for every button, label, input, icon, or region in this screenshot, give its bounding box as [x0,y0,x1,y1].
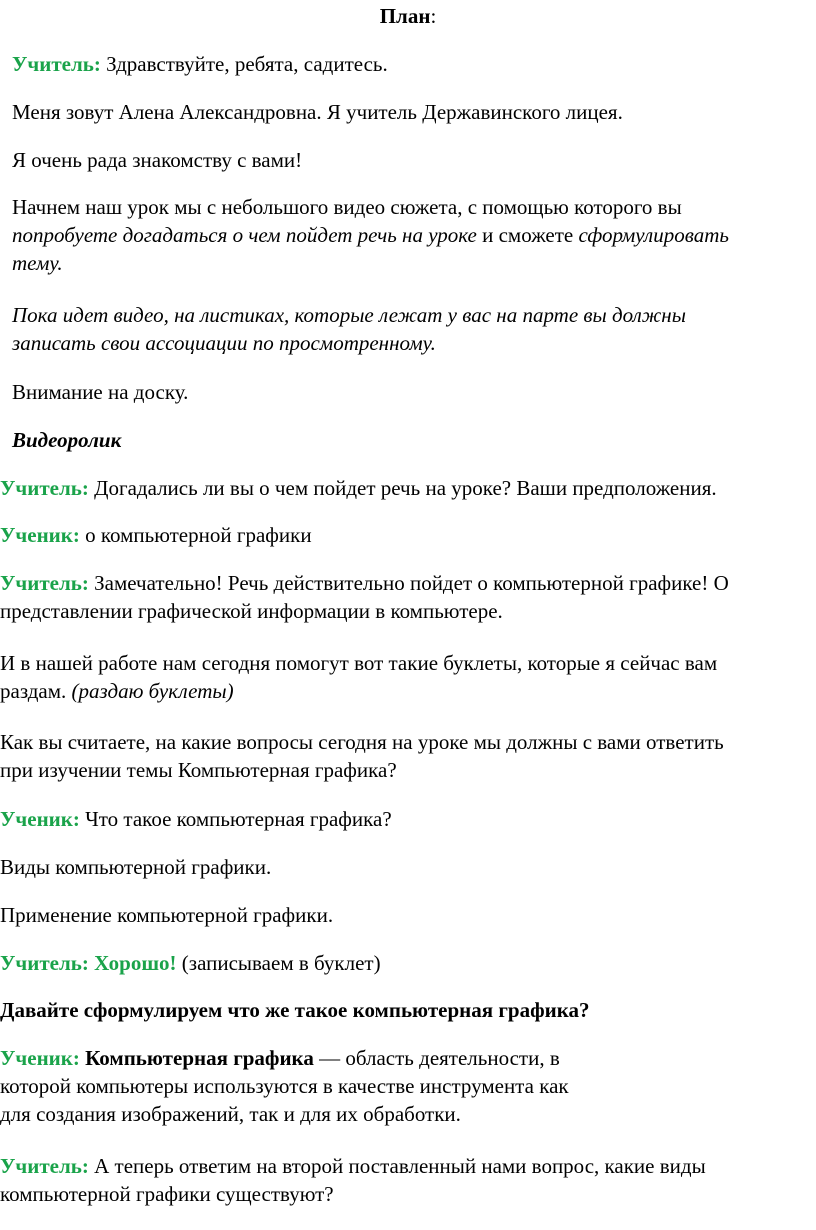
speaker-student: Ученик: [0,523,80,547]
paragraph-line: И в нашей работе нам сегодня помогут вот такие буклеты, которые я сейчас вам [0,651,718,675]
paragraph-text: Применение компьютерной графики. [0,903,334,927]
plain-text: раздам. [0,679,72,703]
paragraph-line [0,1152,810,1180]
paragraph-line: представлении графической информации в компьютере. [0,599,503,623]
paragraph-attention [12,378,810,406]
speaker-teacher: Учитель: Хорошо! [0,951,177,975]
paragraph-greeting [12,50,810,78]
paragraph-q3 [0,901,810,929]
paragraph-text: Я очень рада знакомству с вами! [12,148,303,172]
paragraph-line: Как вы считаете, на какие вопросы сегодня на уроке мы должны с вами ответить [0,730,724,754]
paragraph-line: записать свои ассоциации по просмотренному. [12,331,436,355]
speaker-teacher: Учитель: [0,571,89,595]
paragraph-text: Здравствуйте, ребята, садитесь. [100,52,388,76]
paragraph-video-intro [12,193,810,277]
paragraph-line [0,1044,810,1072]
paragraph-student-q1 [0,805,810,833]
page-title-colon: : [430,4,437,28]
paragraph-intro [12,98,810,126]
paragraph-teacher-topic [0,569,810,625]
paragraph-text: Догадались ли вы о чем пойдет речь на уроке? Ваши предположения. [88,476,717,500]
speaker-student: Ученик: [0,1046,80,1070]
italic-text: (раздаю буклеты) [71,679,234,703]
paragraph-line: Начнем наш урок мы с небольшого видео сюжета, с помощью которого вы [12,195,682,219]
paragraph-formulate [0,996,810,1024]
paragraph-text: — область деятельности, в [313,1046,560,1070]
paragraph-welcome [12,146,810,174]
paragraph-q2 [0,853,810,881]
paragraph-line: Пока идет видео, на листиках, которые лежат у вас на парте вы должны [12,303,686,327]
paragraph-text: Внимание на доску. [12,380,189,404]
paragraph-text: Давайте сформулируем что же такое компьютерная графика? [0,998,590,1022]
paragraph-text: (записываем в буклет) [176,951,381,975]
paragraph-text: Меня зовут Алена Александровна. Я учитель Державинского лицея. [12,100,623,124]
term-text: Компьютерная графика [79,1046,314,1070]
plain-text: и сможете [476,223,579,247]
speaker-teacher: Учитель: [0,1154,89,1178]
paragraph-line: тему. [12,251,63,275]
speaker-teacher: Учитель: [12,52,101,76]
page-title-label: План [379,4,431,28]
section-video [12,426,810,454]
paragraph-video-task [12,301,810,357]
paragraph-booklets [0,649,810,705]
speaker-teacher: Учитель: [0,476,89,500]
paragraph-teacher-question [0,474,810,502]
section-video-label: Видеоролик [12,428,122,452]
paragraph-line [0,677,810,705]
paragraph-text: Замечательно! Речь действительно пойдет о компьютерной графике! О [88,571,729,595]
paragraph-line: для создания изображений, так и для их обработки. [0,1102,461,1126]
paragraph-student-answer [0,521,810,549]
paragraph-line: при изучении темы Компьютерная графика? [0,758,397,782]
paragraph-definition [0,1044,810,1128]
paragraph-text: о компьютерной графики [79,523,312,547]
paragraph-line [0,569,810,597]
paragraph-line: компьютерной графики существуют? [0,1182,334,1206]
paragraph-line: которой компьютеры используются в качестве инструмента как [0,1074,569,1098]
page-title [0,2,816,30]
paragraph-text: Что такое компьютерная графика? [79,807,392,831]
paragraph-questions [0,728,810,784]
paragraph-text: Виды компьютерной графики. [0,855,272,879]
paragraph-teacher-good [0,949,810,977]
italic-text: попробуете догадаться о чем пойдет речь на уроке [12,223,477,247]
italic-text: сформулировать [578,223,729,247]
paragraph-teacher-types [0,1152,810,1208]
paragraph-text: А теперь ответим на второй поставленный нами вопрос, какие виды [88,1154,706,1178]
speaker-student: Ученик: [0,807,80,831]
paragraph-line [12,221,810,249]
